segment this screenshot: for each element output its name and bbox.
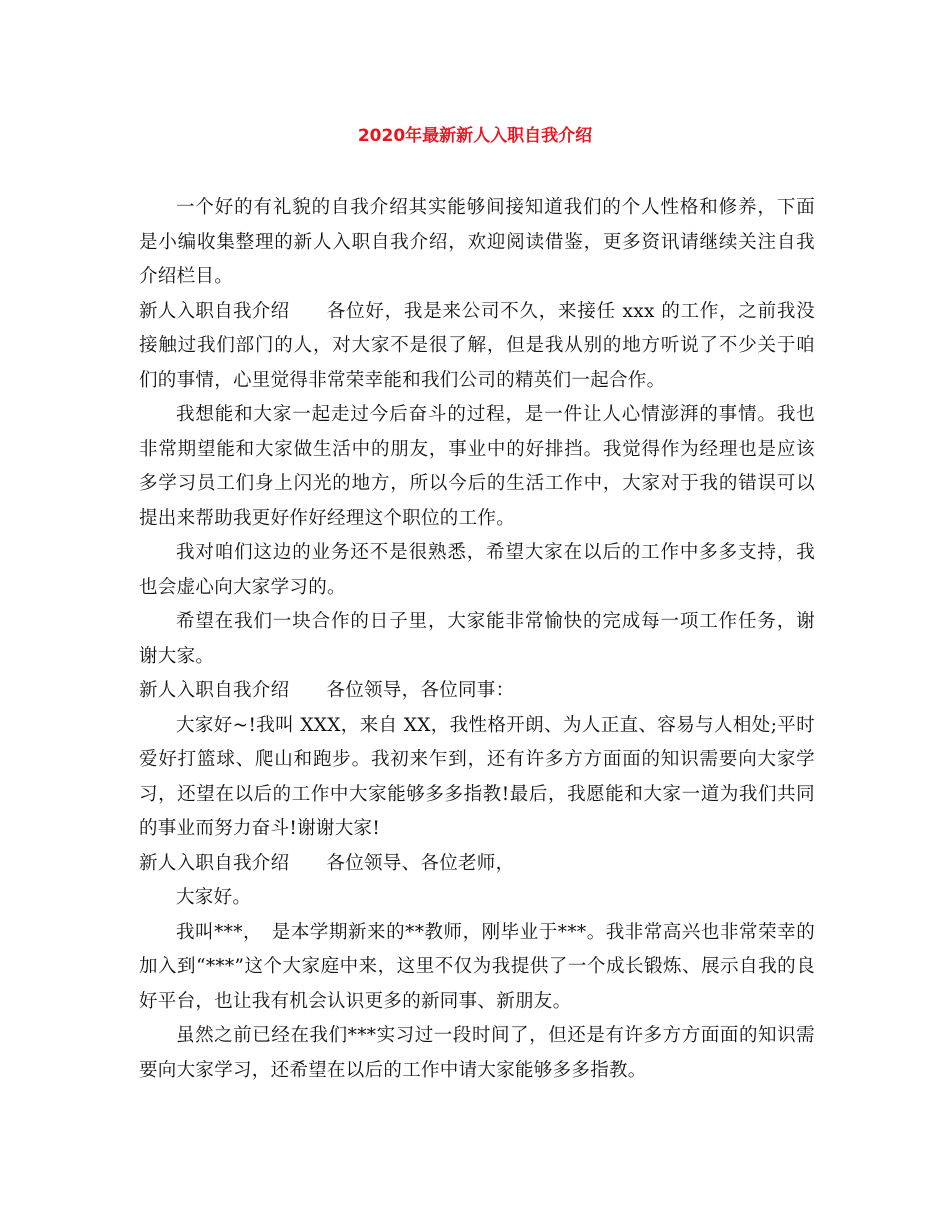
paragraph: 我想能和大家一起走过今后奋斗的过程，是一件让人心情澎湃的事情。我也非常期望能和大家做生活中的朋友，事业中的好排挡。我觉得作为经理也是应该多学习员工们身上闪光的地方，所以今后的生活工作中，大家对于我的错误可以提出来帮助我更好作好经理这个职位的工作。 — [139, 404, 815, 529]
paragraph: 大家好~!我叫 XXX，来自 XX，我性格开朗、为人正直、容易与人相处;平时爱好打篮球、爬山和跑步。我初来乍到，还有许多方方面面的知识需要向大家学习，还望在以后的工作中大家能够多多指教!最后，我愿能和大家一道为我们共同的事业而努力奋斗!谢谢大家! — [139, 714, 815, 839]
paragraph: 大家好。 — [176, 887, 252, 908]
paragraph: 希望在我们一块合作的日子里，大家能非常愉快的完成每一项工作任务，谢谢大家。 — [139, 611, 815, 667]
paragraph-text: 各位领导、各位老师， — [326, 852, 515, 874]
paragraph-text: 各位领导，各位同事： — [326, 680, 515, 701]
paragraph-section-3 — [139, 847, 815, 882]
document-title: 2020年最新新人入职自我介绍 — [357, 126, 593, 146]
paragraph-text: 各位好，我是来公司不久，来接任 xxx 的工作，之前我没接触过我们部门的人，对大家不是很了解，但是我从别的地方听说了不少关于咱们的事情，心里觉得非常荣幸能和我们公司的精英们一起合作。 — [139, 300, 815, 391]
document-body — [139, 191, 815, 1088]
paragraph: 我对咱们这边的业务还不是很熟悉，希望大家在以后的工作中多多支持，我也会虚心向大家学习的。 — [139, 542, 815, 598]
paragraph-section-1 — [139, 295, 815, 399]
section-heading: 新人入职自我介绍 — [139, 680, 290, 701]
paragraph-section-2 — [139, 674, 815, 709]
section-heading: 新人入职自我介绍 — [139, 852, 290, 874]
section-heading: 新人入职自我介绍 — [139, 300, 290, 322]
paragraph: 我叫***， 是本学期新来的**教师，刚毕业于***。我非常高兴也非常荣幸的加入到“***”这个大家庭中来，这里不仅为我提供了一个成长锻炼、展示自我的良好平台，也让我有机会认识更多的新同事、新朋友。 — [139, 921, 815, 1012]
paragraph: 虽然之前已经在我们***实习过一段时间了，但还是有许多方方面面的知识需要向大家学习，还希望在以后的工作中请大家能够多多指教。 — [139, 1025, 815, 1081]
paragraph-intro: 一个好的有礼貌的自我介绍其实能够间接知道我们的个人性格和修养，下面是小编收集整理的新人入职自我介绍，欢迎阅读借鉴，更多资讯请继续关注自我介绍栏目。 — [139, 197, 815, 287]
